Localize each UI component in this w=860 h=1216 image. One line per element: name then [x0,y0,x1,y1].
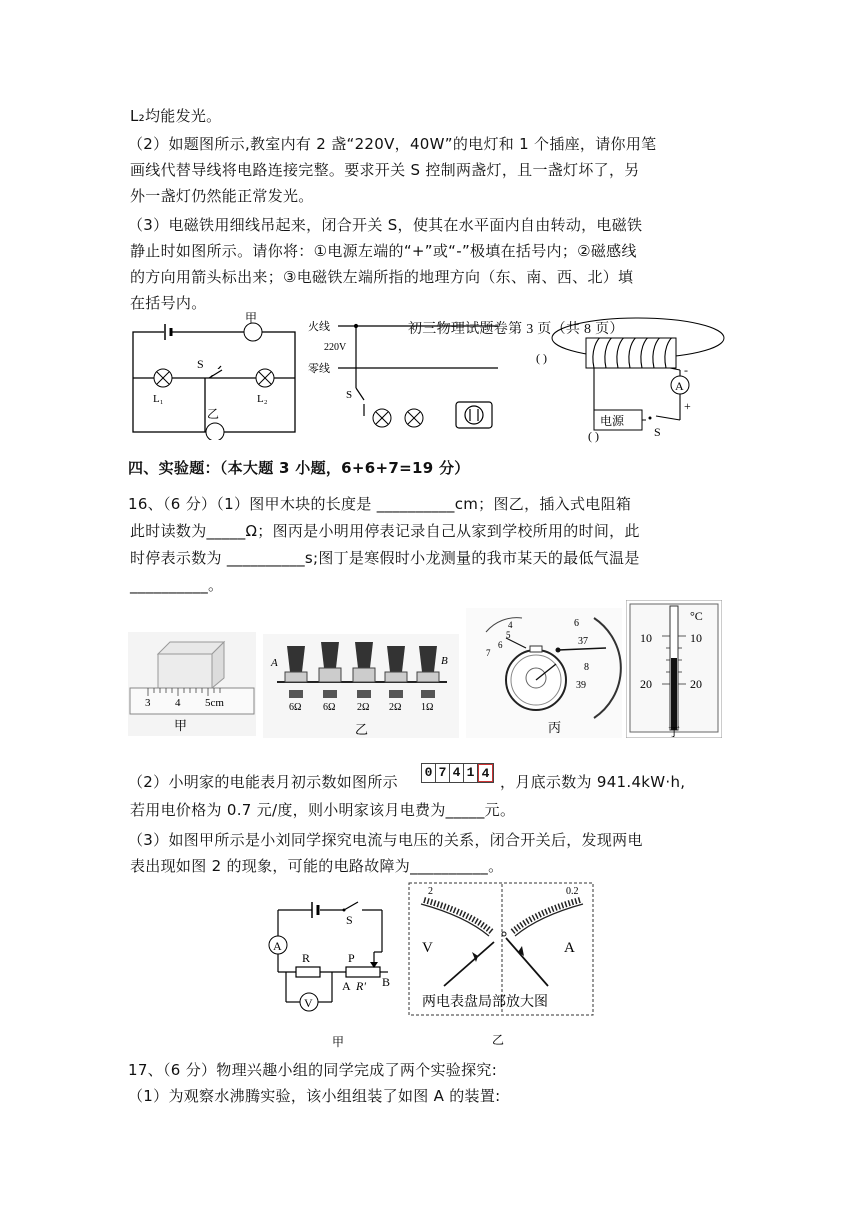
fig3-label-plus: + [684,399,691,413]
ruler-block-image [128,632,256,736]
caption-bing: 丙 [548,720,562,735]
text-line: 此时读数为_____Ω；图丙是小明用停表记录自己从家到学校所用的时间，此 [130,522,640,540]
label-voltage: 220V [324,342,347,353]
resistor-label-3: 2Ω [357,702,370,713]
caption-yi: 乙 [355,722,369,737]
fig3-label-minus: - [684,363,688,377]
c2-label-v: V [304,996,313,1010]
fig3-paren-top: ( ) [536,351,547,365]
resistor-label-4: 2Ω [389,702,402,713]
page-footer: 初三物理试题卷第 3 页（共 8 页） [408,322,624,337]
text-line: 表出现如图 2 的现象，可能的电路故障为__________。 [130,857,504,875]
ruler-tick-5: 5cm [205,697,224,709]
section-heading: 四、实验题：（本大题 3 小题，6+6+7=19 分） [128,459,470,477]
c2-label-b: B [382,975,391,989]
meters-magnified-image [408,882,596,1048]
text-line: 17、（6 分）物理兴趣小组的同学完成了两个实验探究: [128,1061,498,1079]
meter-v-scale: 2 [428,886,433,897]
caption-ding: 丁 [668,725,681,738]
c2-label-a2: A [342,979,351,993]
text-line: （3）如图甲所示是小刘同学探究电流与电压的关系，闭合开关后，发现两电 [128,831,643,849]
therm-left-10: 10 [640,631,652,645]
watch-small-7: 7 [486,648,491,658]
meter-digit-decimal: 4 [478,764,493,782]
meter-digit: 4 [450,764,464,782]
thermometer-image [626,600,722,738]
text-line: ，月底示数为 941.4kW·h, [500,773,686,791]
resistor-label-5: 1Ω [421,702,434,713]
watch-small-6: 6 [498,640,503,650]
label-zero-wire: 零线 [308,363,330,375]
thermometer-unit: °C [690,609,703,623]
text-line: （1）为观察水沸腾实验，该小组组装了如图 A 的装置: [128,1087,501,1105]
c2-label-s: S [346,913,353,927]
fig3-label-power: 电源 [600,414,625,428]
energy-meter-display [421,763,494,783]
meter-digit: 0 [422,764,436,782]
meters-caption-yi: 乙 [492,1033,505,1047]
fig3-paren-bottom: ( ) [588,429,599,443]
watch-big-39: 39 [576,680,586,691]
text-line: 16、（6 分）（1）图甲木块的长度是 __________cm；图乙，插入式电阻箱 [128,495,632,513]
meter-a-scale: 0.2 [566,886,579,897]
box-end-a: A [271,657,278,669]
meter-digit: 1 [464,764,478,782]
therm-right-20: 20 [690,677,702,691]
c2-label-a: A [273,939,282,953]
watch-small-5: 5 [506,630,511,640]
fig3-label-a: A [675,379,684,393]
resistance-box-image [263,634,459,738]
c2-label-rprime: R' [356,979,366,993]
text-line: L₂均能发光。 [130,107,222,125]
text-line: __________。 [130,576,224,594]
text-line: 静止时如图所示。请你将：①电源左端的“+”或“-”极填在括号内；②磁感线 [130,242,637,260]
caption-jia: 甲 [174,718,188,733]
therm-left-20: 20 [640,677,652,691]
fig2-label-s: S [346,389,353,401]
fig1-label-yi: 乙 [207,407,220,421]
c2-label-r: R [302,951,311,965]
meter-digit: 7 [436,764,450,782]
label-fire-wire: 火线 [308,321,330,333]
ruler-tick-4: 4 [175,697,181,709]
watch-big-8: 8 [584,662,589,673]
fig1-label-l1: L₁ [153,393,164,405]
c2-label-p: P [348,951,355,965]
text-line: 画线代替导线将电路连接完整。要求开关 S 控制两盏灯，且一盏灯坏了，另 [130,161,640,179]
therm-right-10: 10 [690,631,702,645]
watch-big-6: 6 [574,618,579,629]
text-line: 若用电价格为 0.7 元/度，则小明家该月电费为_____元。 [130,801,516,819]
box-end-b: B [441,655,448,667]
resistor-label-1: 6Ω [289,702,302,713]
stopwatch-image [466,608,622,738]
text-line: （3）电磁铁用细线吊起来，闭合开关 S，使其在水平面内自由转动，电磁铁 [128,216,643,234]
meter-v-label: V [422,940,433,956]
text-line: 在括号内。 [130,294,207,312]
circuit-diagram-lamps [125,310,305,440]
electromagnet-diagram [528,310,728,445]
text-line: 外一盏灯仍然能正常发光。 [130,187,314,205]
fig1-label-jia: 甲 [245,311,258,325]
c2-caption-jia: 甲 [332,1035,345,1049]
watch-big-37: 37 [578,636,588,647]
text-line: 的方向用箭头标出来；③电磁铁左端所指的地理方向（东、南、西、北）填 [130,268,634,286]
ruler-tick-3: 3 [145,697,151,709]
fig1-label-l2: L₂ [257,393,268,405]
text-line: 时停表示数为 __________s;图丁是寒假时小龙测量的我市某天的最低气温是 [130,549,640,567]
fig1-label-s: S [197,357,204,371]
watch-small-4: 4 [508,620,513,630]
meter-a-label: A [564,940,575,956]
resistor-label-2: 6Ω [323,702,336,713]
fig3-label-s: S [654,425,661,439]
text-line: （2）小明家的电能表月初示数如图所示 [128,773,398,791]
meters-caption: 两电表盘局部放大图 [422,994,548,1010]
text-line: （2）如题图所示,教室内有 2 盏“220V，40W”的电灯和 1 个插座，请你用笔 [128,135,657,153]
circuit-diagram-rheostat [262,890,402,1050]
